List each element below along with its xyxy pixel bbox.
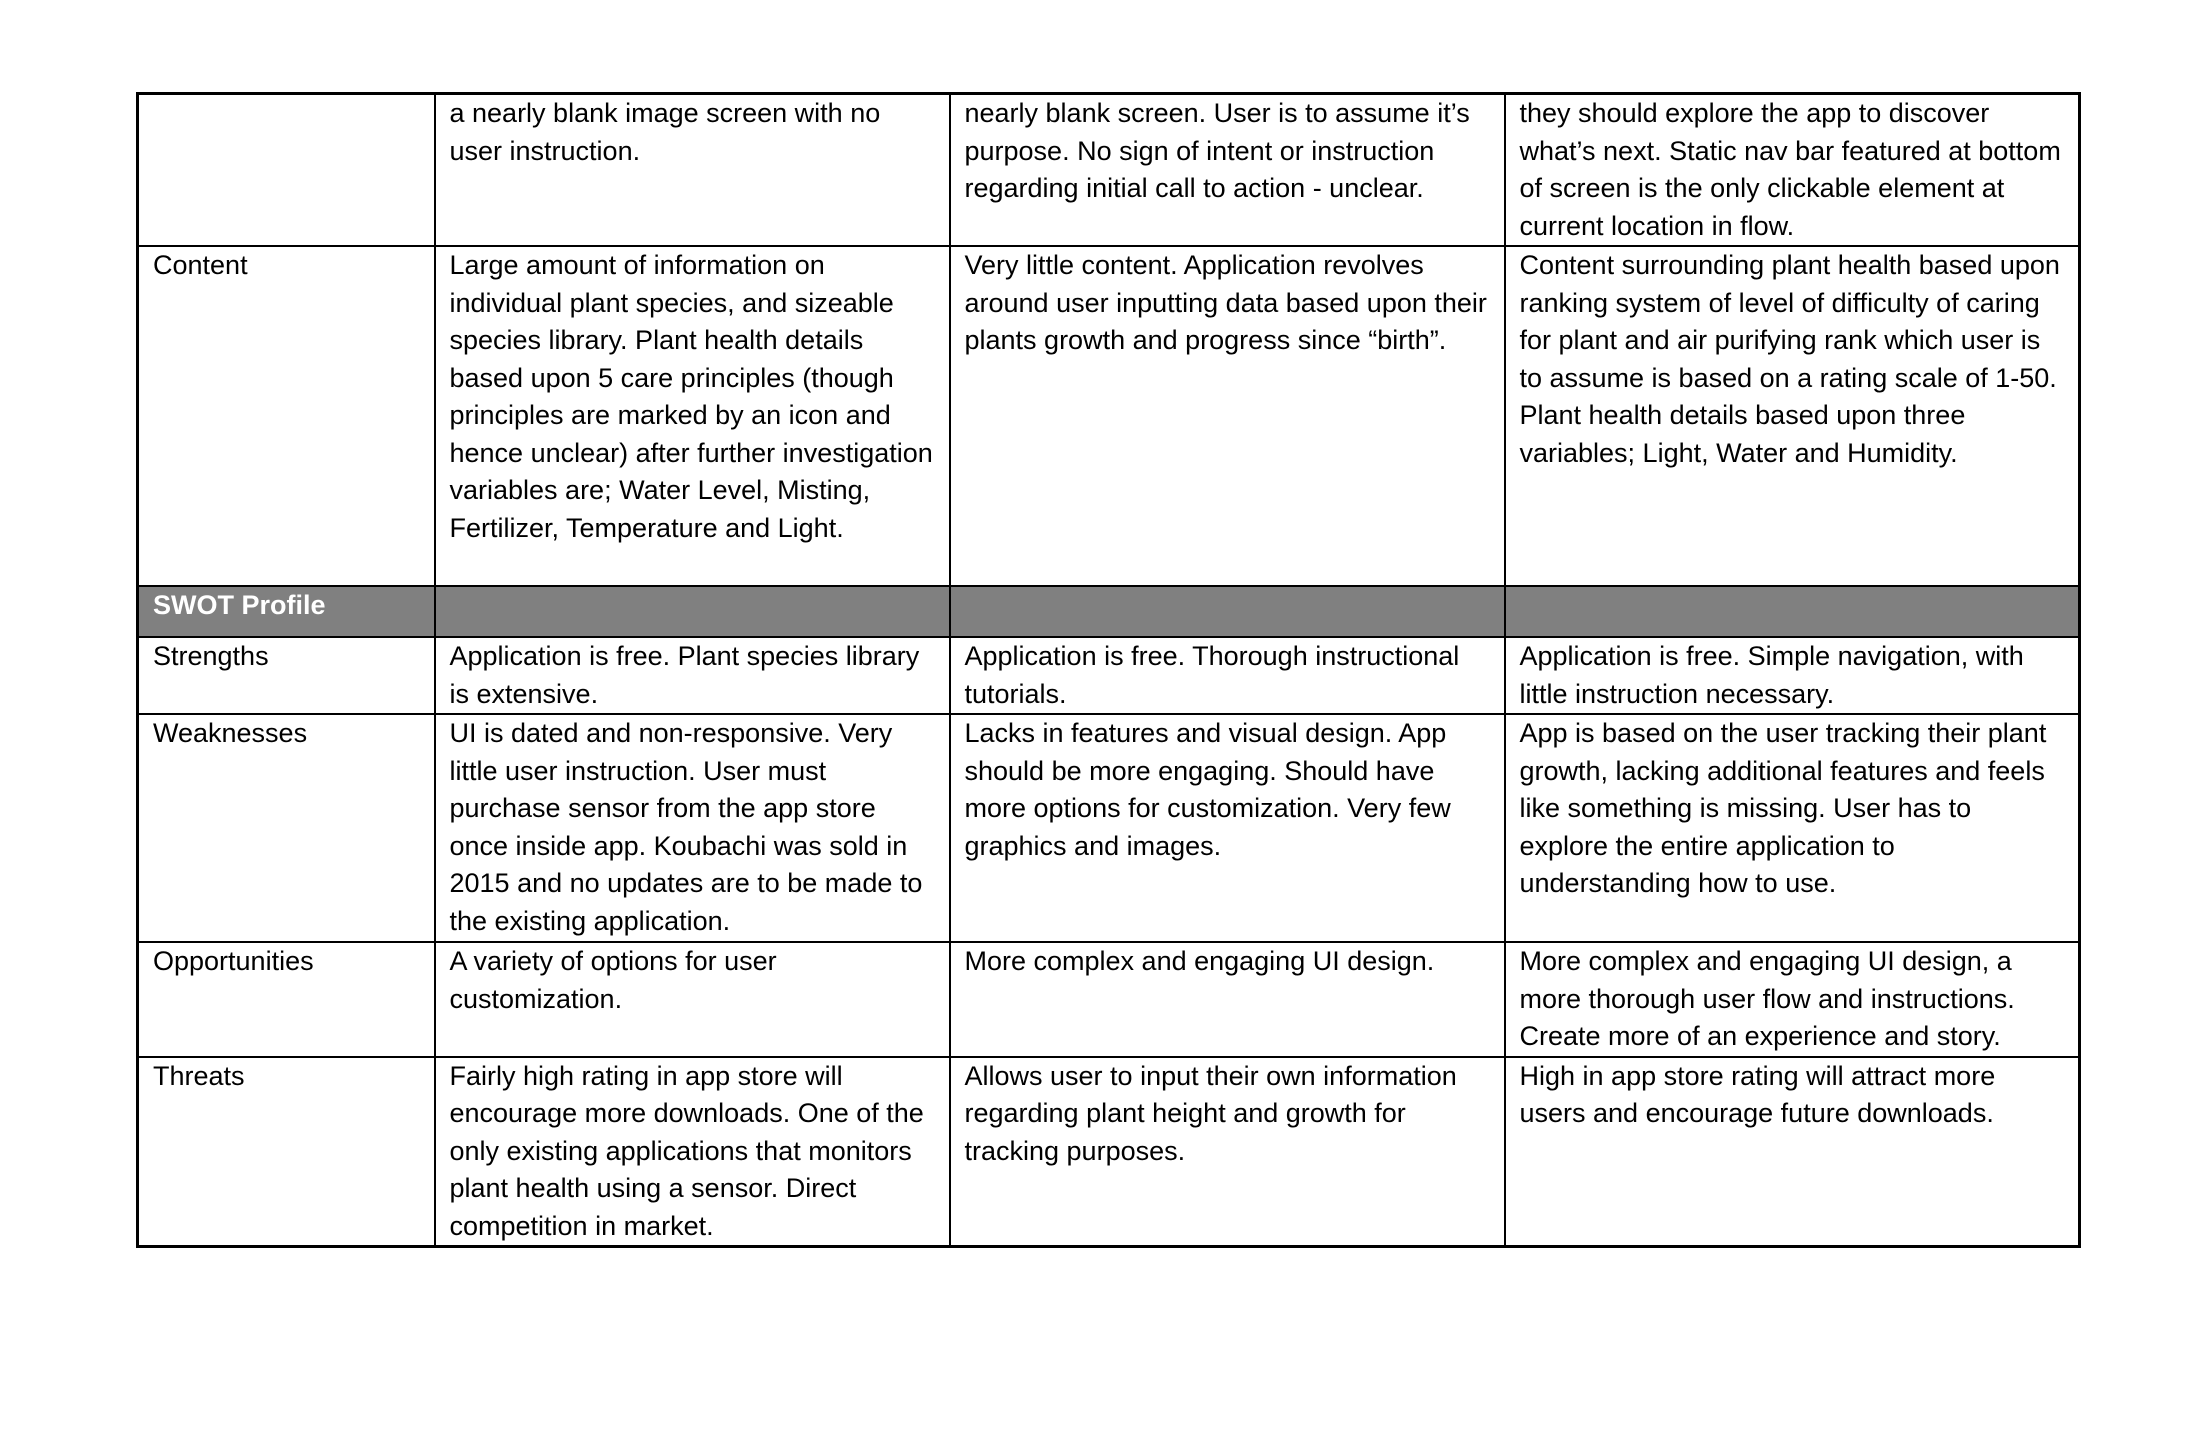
table-row-continued	[138, 94, 2080, 247]
table-cell: nearly blank screen. User is to assume it’s purpose. No sign of intent or instruction regarding initial call to action - unclear.	[950, 94, 1505, 247]
table-cell: High in app store rating will attract more users and encourage future downloads.	[1505, 1057, 2080, 1247]
row-label: Content	[138, 246, 435, 586]
row-label: Threats	[138, 1057, 435, 1247]
table-cell: a nearly blank image screen with no user instruction.	[435, 94, 950, 247]
table-row-strengths	[138, 637, 2080, 714]
table-cell: they should explore the app to discover what’s next. Static nav bar featured at bottom of screen is the only clickable element at current location in flow.	[1505, 94, 2080, 247]
table-row-threats	[138, 1057, 2080, 1247]
table-cell: Fairly high rating in app store will encourage more downloads. One of the only existing applications that monitors plant health using a sensor. Direct competition in market.	[435, 1057, 950, 1247]
table-cell: Application is free. Thorough instructional tutorials.	[950, 637, 1505, 714]
table-cell: Very little content. Application revolves around user inputting data based upon their plants growth and progress since “birth”.	[950, 246, 1505, 586]
table-cell: More complex and engaging UI design.	[950, 942, 1505, 1057]
section-header-blank	[435, 586, 950, 637]
table-cell: A variety of options for user customization.	[435, 942, 950, 1057]
row-label: Opportunities	[138, 942, 435, 1057]
row-label: Weaknesses	[138, 714, 435, 942]
section-header: SWOT Profile	[138, 586, 435, 637]
table-row-content	[138, 246, 2080, 586]
table-cell: Content surrounding plant health based upon ranking system of level of difficulty of caring for plant and air purifying rank which user is to assume is based on a rating scale of 1-50. Plant health details based upon three variables; Light, Water and Humidity.	[1505, 246, 2080, 586]
table-row-opportunities	[138, 942, 2080, 1057]
table-cell: Lacks in features and visual design. App should be more engaging. Should have more options for customization. Very few graphics and images.	[950, 714, 1505, 942]
swot-section-header-row	[138, 586, 2080, 637]
table-cell: Application is free. Simple navigation, with little instruction necessary.	[1505, 637, 2080, 714]
table-cell: Large amount of information on individual plant species, and sizeable species library. Plant health details based upon 5 care principles (though principles are marked by an icon and hence unclear) after further investigation variables are; Water Level, Misting, Fertilizer, Temperature and Light.	[435, 246, 950, 586]
table-cell: Allows user to input their own information regarding plant height and growth for tracking purposes.	[950, 1057, 1505, 1247]
table-cell: More complex and engaging UI design, a more thorough user flow and instructions. Create more of an experience and story.	[1505, 942, 2080, 1057]
table-cell: UI is dated and non-responsive. Very little user instruction. User must purchase sensor from the app store once inside app. Koubachi was sold in 2015 and no updates are to be made to the existing application.	[435, 714, 950, 942]
table-cell: App is based on the user tracking their plant growth, lacking additional features and feels like something is missing. User has to explore the entire application to understanding how to use.	[1505, 714, 2080, 942]
section-header-blank	[1505, 586, 2080, 637]
table-cell: Application is free. Plant species library is extensive.	[435, 637, 950, 714]
table-row-weaknesses	[138, 714, 2080, 942]
section-header-blank	[950, 586, 1505, 637]
row-label	[138, 94, 435, 247]
row-label: Strengths	[138, 637, 435, 714]
comparison-table	[136, 92, 2081, 1248]
